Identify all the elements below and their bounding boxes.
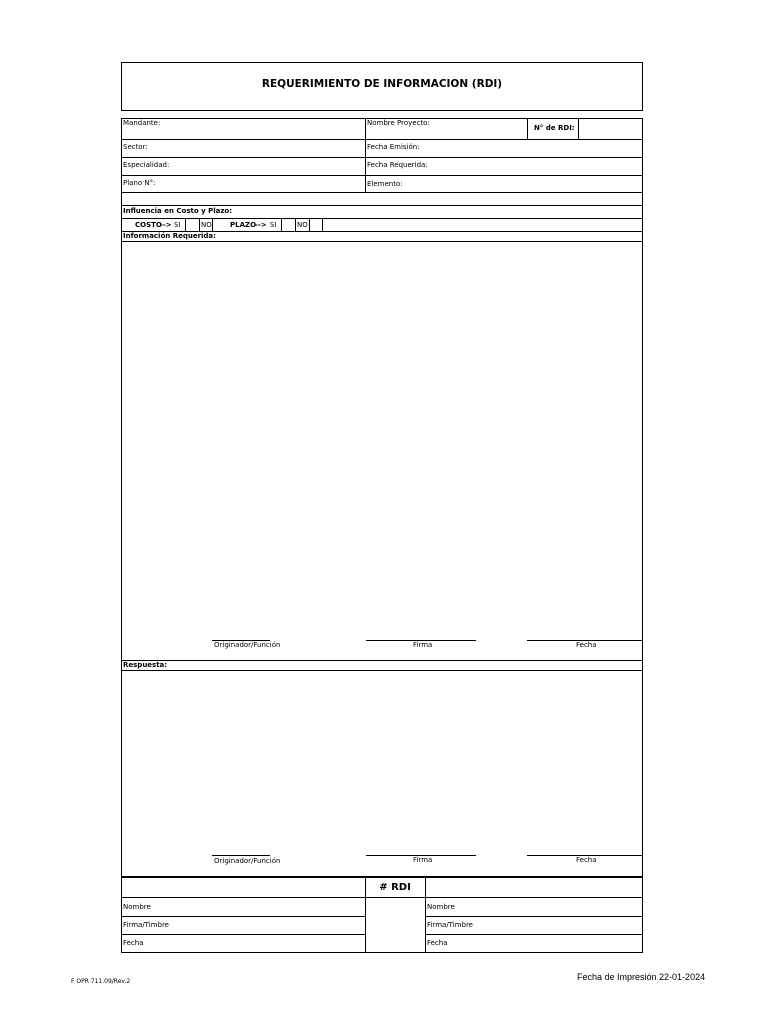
costo-si-label: SI — [174, 221, 181, 229]
form-code: F OPR 711.09/Rev.2 — [71, 978, 131, 985]
plazo-label: PLAZO — [230, 221, 257, 229]
rdi-number-label: N° de RDI: — [534, 124, 575, 132]
fecha-requerida-label: Fecha Requerida: — [367, 161, 428, 169]
respuesta-area[interactable] — [122, 671, 642, 853]
plazo-arrow: --> — [255, 221, 267, 229]
costo-arrow: --> — [160, 221, 172, 229]
firma-label-2: Firma — [413, 856, 433, 864]
mandante-label: Mandante: — [123, 119, 161, 127]
info-requerida-header: Información Requerida: — [123, 232, 216, 240]
plazo-no-checkbox[interactable] — [310, 219, 322, 231]
right-fecha-label: Fecha — [427, 939, 448, 947]
document-title: REQUERIMIENTO DE INFORMACION (RDI) — [261, 78, 503, 90]
left-firma-timbre-label: Firma/Timbre — [123, 921, 169, 929]
plazo-si-checkbox[interactable] — [282, 219, 295, 231]
plano-label: Plano N°: — [123, 179, 156, 187]
costo-no-label: NO — [201, 221, 212, 229]
respuesta-header: Respuesta: — [123, 661, 168, 669]
fecha-label-2: Fecha — [576, 856, 597, 864]
originador-line-2 — [212, 855, 270, 856]
costo-si-checkbox[interactable] — [186, 219, 199, 231]
influencia-header: Influencia en Costo y Plazo: — [123, 207, 233, 215]
left-nombre-label: Nombre — [123, 903, 151, 911]
especialidad-label: Especialidad: — [123, 161, 170, 169]
firma-label-1: Firma — [413, 641, 433, 649]
left-fecha-label: Fecha — [123, 939, 144, 947]
originador-label-2: Originador/Función — [214, 857, 281, 865]
plazo-si-label: SI — [270, 221, 277, 229]
rdi-hash-label: # RDI — [379, 882, 411, 893]
plazo-no-label: NO — [297, 221, 308, 229]
fecha-label-1: Fecha — [576, 641, 597, 649]
print-date: Fecha de Impresión 22-01-2024 — [577, 972, 706, 982]
costo-label: COSTO — [135, 221, 162, 229]
nombre-proyecto-label: Nombre Proyecto: — [367, 119, 430, 127]
fecha-emision-label: Fecha Emisión: — [367, 143, 420, 151]
sector-label: Sector: — [123, 143, 148, 151]
right-nombre-label: Nombre — [427, 903, 455, 911]
info-requerida-area[interactable] — [122, 242, 642, 637]
right-firma-timbre-label: Firma/Timbre — [427, 921, 473, 929]
costo-no-checkbox[interactable] — [200, 219, 212, 231]
elemento-label: Elemento: — [367, 180, 403, 188]
originador-label-1: Originador/Función — [214, 641, 281, 649]
